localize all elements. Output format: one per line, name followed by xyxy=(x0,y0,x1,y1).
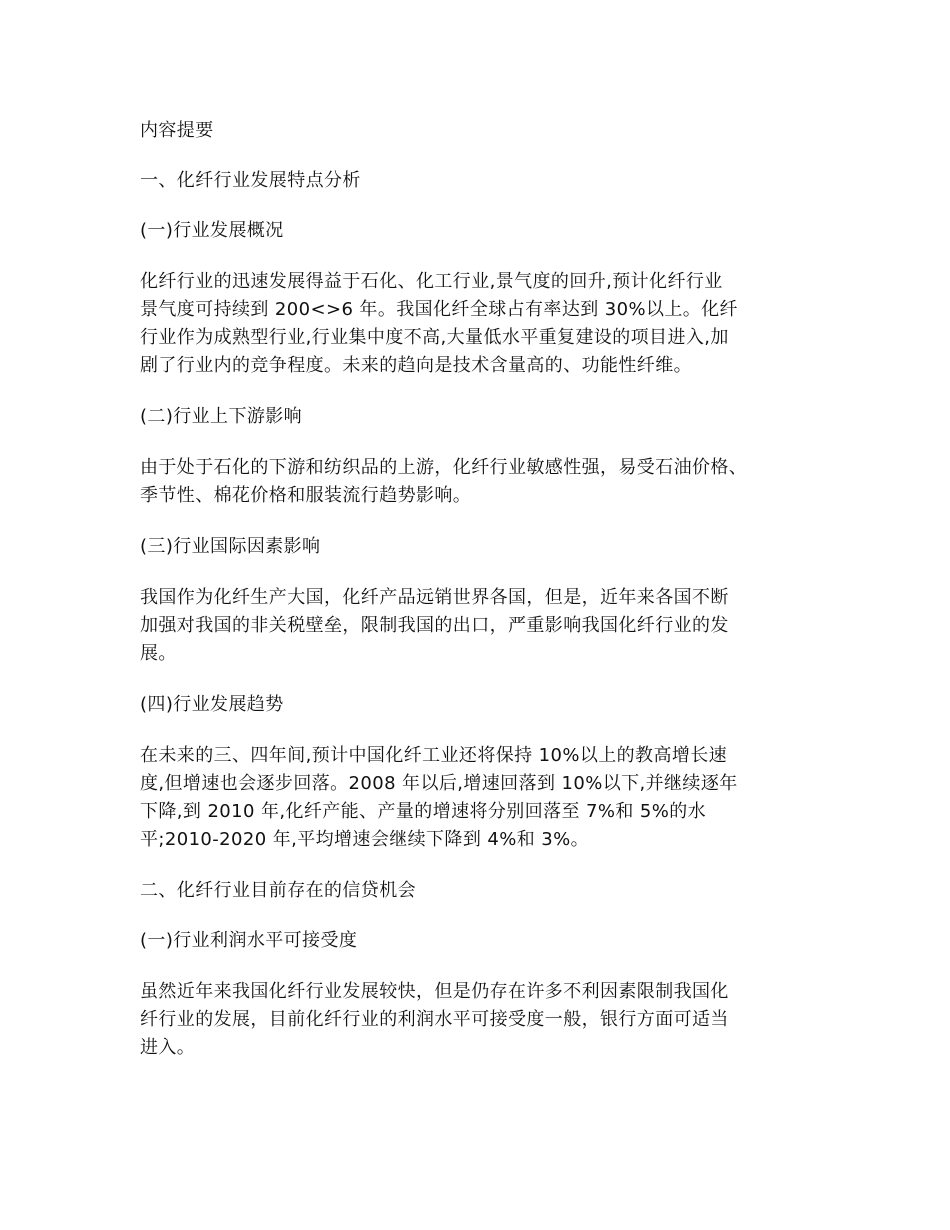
heading-subsection-2-1 xyxy=(140,928,830,954)
paragraph-upstream-downstream xyxy=(140,454,830,510)
text-line: 虽然近年来我国化纤行业发展较快，但是仍存在许多不利因素限制我国化 xyxy=(140,981,729,1002)
heading-subsection-1-1 xyxy=(140,218,830,244)
paragraph-development-trend xyxy=(140,742,830,854)
text-line: 行业作为成熟型行业,行业集中度不高,大量低水平重复建设的项目进入,加 xyxy=(140,327,729,348)
text-line: (一)行业发展概况 xyxy=(140,220,284,241)
text-line: 在未来的三、四年间,预计中国化纤工业还将保持 10%以上的教高增长速 xyxy=(140,745,728,766)
text-line: 由于处于石化的下游和纺织品的上游，化纤行业敏感性强，易受石油价格、 xyxy=(140,457,748,478)
text-line: 进入。 xyxy=(140,1037,196,1058)
text-line: 展。 xyxy=(140,643,177,664)
text-line: 加强对我国的非关税壁垒，限制我国的出口，严重影响我国化纤行业的发 xyxy=(140,615,729,636)
paragraph-development-overview xyxy=(140,268,830,380)
text-line: 纤行业的发展，目前化纤行业的利润水平可接受度一般，银行方面可适当 xyxy=(140,1009,729,1030)
text-line: 化纤行业的迅速发展得益于石化、化工行业,景气度的回升,预计化纤行业 xyxy=(140,271,723,292)
text-line: 下降,到 2010 年,化纤产能、产量的增速将分别回落至 7%和 5%的水 xyxy=(140,801,707,822)
document-page xyxy=(140,118,830,1086)
text-line: 二、化纤行业目前存在的信贷机会 xyxy=(140,880,416,901)
heading-subsection-1-2 xyxy=(140,404,830,430)
heading-summary xyxy=(140,118,830,144)
text-line: 我国作为化纤生产大国，化纤产品远销世界各国，但是，近年来各国不断 xyxy=(140,587,729,608)
text-line: 季节性、棉花价格和服装流行趋势影响。 xyxy=(140,485,472,506)
text-line: 剧了行业内的竞争程度。未来的趋向是技术含量高的、功能性纤维。 xyxy=(140,355,692,376)
heading-section-2 xyxy=(140,878,830,904)
text-line: 景气度可持续到 200<>6 年。我国化纤全球占有率达到 30%以上。化纤 xyxy=(140,299,738,320)
text-line: (三)行业国际因素影响 xyxy=(140,536,321,557)
text-line: 一、化纤行业发展特点分析 xyxy=(140,170,361,191)
paragraph-profit-level xyxy=(140,978,830,1062)
text-line: 平;2010-2020 年,平均增速会继续下降到 4%和 3%。 xyxy=(140,829,589,850)
text-line: 内容提要 xyxy=(140,120,214,141)
text-line: (一)行业利润水平可接受度 xyxy=(140,930,358,951)
heading-subsection-1-4 xyxy=(140,692,830,718)
text-line: (四)行业发展趋势 xyxy=(140,694,284,715)
text-line: (二)行业上下游影响 xyxy=(140,406,303,427)
paragraph-international-factors xyxy=(140,584,830,668)
heading-subsection-1-3 xyxy=(140,534,830,560)
heading-section-1 xyxy=(140,168,830,194)
text-line: 度,但增速也会逐步回落。2008 年以后,增速回落到 10%以下,并继续逐年 xyxy=(140,773,738,794)
